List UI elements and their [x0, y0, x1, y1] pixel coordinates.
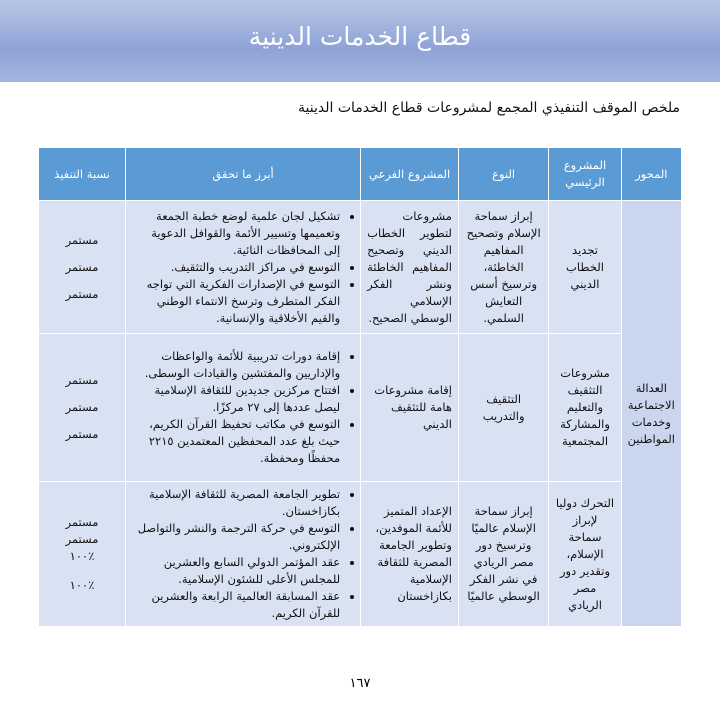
achievement-item: • عقد المسابقة العالمية الرابعة والعشرين للقرآن الكريم. — [132, 588, 340, 622]
header-achievements: أبرز ما تحقق — [126, 148, 361, 201]
rate-cell — [39, 201, 126, 334]
table-row — [39, 334, 682, 482]
page-title: قطاع الخدمات الدينية — [248, 22, 472, 51]
type-cell: إبراز سماحة الإسلام وتصحيح المفاهيم الخاطئة، وترسيخ أسس التعايش السلمي. — [458, 201, 548, 334]
table-caption: ملخص الموقف التنفيذي المجمع لمشروعات قطاع الخدمات الدينية — [298, 100, 680, 116]
table-header-row — [39, 148, 682, 201]
achievement-item: • التوسع في الإصدارات الفكرية التي تواجه الفكر المتطرف وترسخ الانتماء الوطني والقيم الأخلاقية والإنسانية. — [132, 276, 340, 327]
rate-cell — [39, 482, 126, 627]
rate-value: مستمر — [65, 232, 99, 247]
achievement-item: • تطوير الجامعة المصرية للثقافة الإسلامية بكازاخستان. — [132, 486, 340, 520]
sub-project-cell: مشروعات لتطوير الخطاب الديني وتصحيح المفاهيم الخاطئة ونشر الفكر الإسلامي الوسطي الصحيح. — [361, 201, 459, 334]
rate-value: مستمر — [65, 400, 99, 414]
title-banner — [0, 0, 720, 82]
table-row — [39, 201, 682, 334]
achievements-cell — [126, 201, 361, 334]
type-cell: إبراز سماحة الإسلام عالميًا وترسيخ دور مصر الريادي في نشر الفكر الوسطي عالميًا — [458, 482, 548, 627]
axis-cell: العدالة الاجتماعية وخدمات المواطنين — [621, 201, 681, 627]
header-axis: المحور — [621, 148, 681, 201]
sub-project-cell: الإعداد المتميز للأئمة الموفدين، وتطوير الجامعة المصرية للثقافة الإسلامية بكازاخستان — [361, 482, 459, 627]
rate-cell — [39, 334, 126, 482]
projects-table — [38, 147, 682, 627]
achievements-cell — [126, 334, 361, 482]
rate-value: مستمر — [65, 373, 99, 387]
header-sub-project: المشروع الفرعي — [361, 148, 459, 201]
achievement-item: • التوسع في مراكز التدريب والتثقيف. — [132, 259, 340, 276]
achievement-item: • إقامة دورات تدريبية للأئمة والواعظات والإداريين والمفتشين والقيادات الوسطى. — [132, 348, 340, 382]
achievement-item: • تشكيل لجان علمية لوضع خطبة الجمعة وتعميمها وتسيير الأئمة والقوافل الدعوية إلى المحافظات النائية. — [132, 208, 340, 259]
achievement-item: • التوسع في مكاتب تحفيظ القرآن الكريم، حيث بلغ عدد المحفظين المعتمدين ٢٢١٥ محفظًا ومحفظة. — [132, 416, 340, 467]
sub-project-cell: إقامة مشروعات هامة للتثقيف الديني — [361, 334, 459, 482]
rate-value: مستمر — [65, 515, 99, 529]
achievement-item: • افتتاح مركزين جديدين للثقافة الإسلامية ليصل عددها إلى ٢٧ مركزًا. — [132, 382, 340, 416]
header-rate: نسبة التنفيذ — [39, 148, 126, 201]
rate-value: مستمر — [65, 286, 99, 301]
rate-value: مستمر — [65, 532, 99, 546]
header-main-project: المشروع الرئيسي — [549, 148, 621, 201]
achievement-item: • التوسع في حركة الترجمة والنشر والتواصل الإلكتروني. — [132, 520, 340, 554]
rate-value: مستمر — [65, 259, 99, 274]
rate-value: ٪١٠٠ — [69, 578, 95, 592]
main-project-cell: تجديد الخطاب الديني — [549, 201, 621, 334]
main-project-cell: مشروعات التثقيف والتعليم والمشاركة المجتمعية — [549, 334, 621, 482]
page-number: ١٦٧ — [349, 676, 371, 691]
main-project-cell: التحرك دوليا لإبراز سماحة الإسلام، وتقدير دور مصر الريادي — [549, 482, 621, 627]
type-cell: التثقيف والتدريب — [458, 334, 548, 482]
achievements-cell — [126, 482, 361, 627]
table-row — [39, 482, 682, 627]
achievement-item: • عقد المؤتمر الدولي السابع والعشرين للمجلس الأعلى للشئون الإسلامية. — [132, 554, 340, 588]
header-type: النوع — [458, 148, 548, 201]
rate-value: مستمر — [65, 427, 99, 441]
rate-value: ٪١٠٠ — [69, 549, 95, 563]
